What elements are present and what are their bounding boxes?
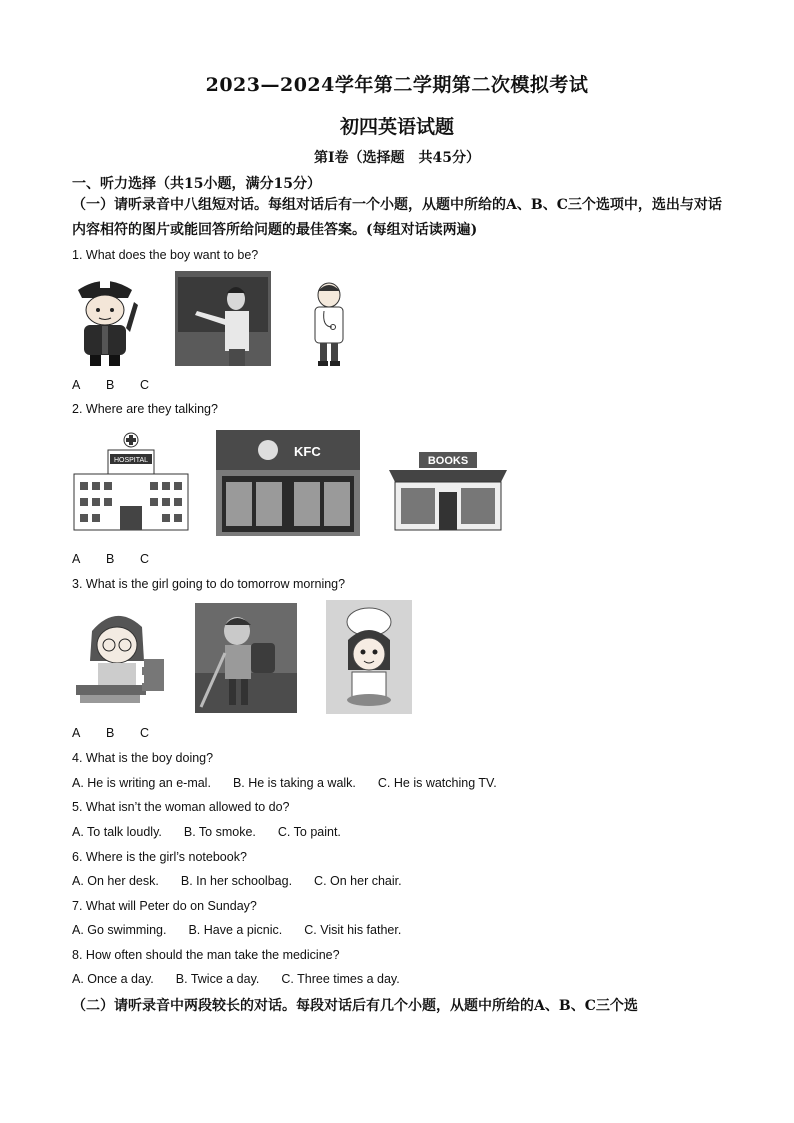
teacher-picture [175,271,271,366]
question-number: 4. [72,751,83,765]
question-text: What is the girl going to do tomorrow morning? [85,577,346,591]
option-a: A. Go swimming. [72,923,167,937]
option-a: A. On her desk. [72,874,159,888]
question-2 [72,402,218,416]
question-number: 7. [72,899,83,913]
exam-subject: 初四英语试题 [339,116,454,138]
options-8 [72,972,400,986]
option-a: A. To talk loudly. [72,825,162,839]
label-b: B [106,552,115,566]
question-text: What is the boy doing? [85,751,214,765]
hospital-picture [72,432,190,534]
options-7 [72,923,401,937]
option-b: B. To smoke. [183,825,256,839]
question-text: Where are they talking? [85,402,218,416]
question-text: What isn’t the woman allowed to do? [85,800,290,814]
label-b: B [106,378,115,392]
girl-reading-picture [72,601,168,713]
option-a: A. He is writing an e-mal. [72,776,211,790]
question-text: What will Peter do on Sunday? [85,899,257,913]
options-6 [72,874,402,888]
question-number: 8. [72,948,83,962]
label-a: A [72,552,81,566]
label-c: C [140,726,150,740]
label-a: A [72,726,81,740]
police-officer-picture [72,270,138,368]
option-b: B. Twice a day. [175,972,260,986]
label-c: C [140,378,150,392]
question-3 [72,577,345,591]
doctor-picture [306,279,352,367]
picture-labels-1 [72,378,174,392]
question-number: 5. [72,800,83,814]
part2-instruction: （二）请听录音中两段较长的对话。每段对话后有几个小题，从题中所给的A、B、C三个选 [72,998,638,1014]
label-a: A [72,378,81,392]
option-b: B. He is taking a walk. [232,776,356,790]
question-number: 2. [72,402,83,416]
options-5 [72,825,341,839]
question-5 [72,800,290,814]
picture-labels-3 [72,726,174,740]
question-4 [72,751,213,765]
option-b: B. Have a picnic. [188,923,283,937]
kfc-sign: KFC [294,444,321,459]
bookstore-picture [389,448,507,532]
label-c: C [140,552,150,566]
question-6 [72,850,247,864]
question-text: How often should the man take the medicine? [85,948,340,962]
question-number: 6. [72,850,83,864]
picture-labels-2 [72,552,174,566]
option-b: B. In her schoolbag. [180,874,293,888]
part1-instruction: （一）请听录音中八组短对话。每组对话后有一个小题，从题中所给的A、B、C三个选项中，选出与对话内容相符的图片或能回答所给问题的最佳答案。(每组对话读两遍) [72,197,722,238]
question-text: Where is the girl’s notebook? [85,850,247,864]
question-number: 3. [72,577,83,591]
kfc-restaurant-picture [216,430,360,536]
question-number: 1. [72,248,83,262]
girl-sweeping-picture [195,603,297,713]
girl-cooking-picture [326,600,412,714]
option-c: C. Visit his father. [304,923,402,937]
volume-heading: 第Ⅰ卷（选择题 共45分） [313,150,481,166]
options-4 [72,776,497,790]
question-1 [72,248,258,262]
label-b: B [106,726,115,740]
option-c: C. He is watching TV. [377,776,497,790]
hospital-sign: HOSPITAL [113,457,149,464]
section-heading: 一、听力选择（共15小题，满分15分） [72,176,321,192]
exam-title: 2023—2024学年第二学期第二次模拟考试 [205,74,589,96]
option-a: A. Once a day. [72,972,154,986]
books-sign: BOOKS [427,455,469,467]
option-c: C. On her chair. [314,874,402,888]
option-c: C. Three times a day. [281,972,400,986]
question-8 [72,948,340,962]
option-c: C. To paint. [277,825,341,839]
question-text: What does the boy want to be? [85,248,259,262]
question-7 [72,899,257,913]
